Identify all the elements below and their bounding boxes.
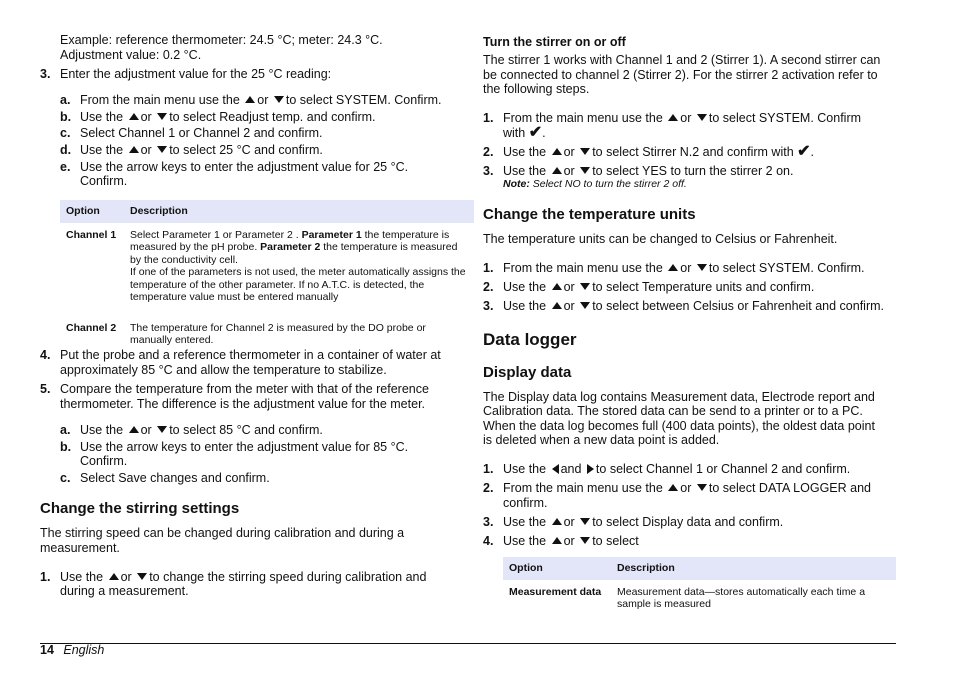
down-arrow-icon (580, 283, 590, 290)
step-text-pre: Use the (60, 570, 104, 584)
step-text-line-2 (503, 126, 546, 141)
substep-text: Select Channel 1 or Channel 2 and confirm. (80, 126, 323, 140)
table-cell-description (124, 223, 474, 308)
table-header-description: Description (611, 557, 896, 580)
step-5-line-2: thermometer. The difference is the adjustment value for the meter. (60, 397, 426, 411)
note-text: Select NO to turn the stirrer 2 off. (529, 178, 687, 190)
note (503, 178, 687, 190)
substep-text (80, 110, 376, 125)
step-text-post: to select Temperature units and confirm. (592, 280, 815, 294)
substep-text-pre: From the main menu use the (80, 93, 240, 107)
step-text (503, 164, 793, 179)
step-text-post: to select SYSTEM. Confirm (708, 111, 862, 125)
up-arrow-icon (552, 537, 562, 544)
table-cell-option: Measurement data (509, 585, 602, 598)
data-logger-heading: Data logger (483, 330, 577, 349)
substep-text-mid: or (140, 423, 152, 437)
display-data-heading: Display data (483, 364, 572, 381)
step-4-line-1: Put the probe and a reference thermometer in a container of water at (60, 348, 441, 362)
step-number: 3. (483, 164, 494, 178)
step-text-mid: or (563, 280, 575, 294)
step-text-post: to select Display data and confirm. (592, 515, 784, 529)
desc-bold: Parameter 1 (301, 228, 362, 241)
channel-options-table (60, 200, 474, 351)
step-text-line-2: confirm. (503, 496, 548, 510)
step-text (503, 515, 783, 530)
step-text-post: to select Channel 1 or Channel 2 and confirm. (595, 462, 851, 476)
table-header-option: Option (60, 200, 124, 223)
substep-text-line-2: Confirm. (80, 174, 128, 188)
substep-text (80, 423, 323, 438)
up-arrow-icon (552, 283, 562, 290)
up-arrow-icon (245, 96, 255, 103)
step-number: 2. (483, 481, 494, 495)
display-intro-line-4: is deleted when a new data point is added. (483, 433, 720, 447)
substep-label: d. (60, 143, 72, 157)
up-arrow-icon (552, 148, 562, 155)
substep-text (80, 143, 323, 158)
up-arrow-icon (552, 518, 562, 525)
right-arrow-icon (587, 464, 594, 474)
down-arrow-icon (580, 148, 590, 155)
up-arrow-icon (109, 573, 119, 580)
substep-label: b. (60, 440, 72, 454)
substep-label: a. (60, 93, 71, 107)
step-text-pre: Use the (503, 515, 547, 529)
step-number: 1. (483, 462, 494, 476)
substep-label: e. (60, 160, 71, 174)
step-text-mid: or (563, 145, 575, 159)
desc-text: If one of the parameters is not used, the meter automatically assigns the temperature of the other parameter. If no A.T.C. is detected, the temperature value must be entered manually (130, 266, 466, 303)
down-arrow-icon (697, 484, 707, 491)
step-text-mid: or (563, 534, 575, 548)
substep-text-pre: Use the (80, 110, 124, 124)
step-text (503, 534, 639, 549)
substep-label: c. (60, 126, 71, 140)
step-text-post: . (542, 126, 546, 140)
up-arrow-icon (668, 264, 678, 271)
step-text-pre: Use the (503, 280, 547, 294)
substep-text-post: to select SYSTEM. Confirm. (285, 93, 442, 107)
substep-text-post: to select Readjust temp. and confirm. (169, 110, 376, 124)
step-5-line-1: Compare the temperature from the meter with that of the reference (60, 382, 429, 396)
substep-text-mid: or (140, 143, 152, 157)
down-arrow-icon (580, 518, 590, 525)
step-4-line-2: approximately 85 °C and allow the temperature to stabilize. (60, 363, 387, 377)
substep-text-pre: Use the (80, 423, 124, 437)
stirrer-heading: Turn the stirrer on or off (483, 35, 626, 49)
substep-label: a. (60, 423, 71, 437)
stirring-step-text-line-2: during a measurement. (60, 584, 189, 598)
note-label: Note: (503, 178, 530, 190)
substep-text-line-2: Confirm. (80, 454, 128, 468)
step-number: 1. (483, 111, 494, 125)
substep-text-post: to select 25 °C and confirm. (169, 143, 323, 157)
up-arrow-icon (668, 484, 678, 491)
step-number: 2. (483, 145, 494, 159)
checkmark-icon: ✔ (797, 143, 811, 160)
table-row (60, 308, 474, 351)
down-arrow-icon (580, 167, 590, 174)
stirrer-intro-line-3: the following steps. (483, 82, 590, 96)
temperature-intro: The temperature units can be changed to Celsius or Fahrenheit. (483, 232, 838, 246)
step-text-end: . (810, 145, 815, 159)
down-arrow-icon (137, 573, 147, 580)
substep-text-pre: Use the (80, 143, 124, 157)
footer-language: English (63, 643, 105, 657)
step-number: 1. (483, 261, 494, 275)
step-text-post: to select Stirrer N.2 and confirm with (592, 145, 794, 159)
step-text-mid: or (680, 481, 692, 495)
page-number: 14 (40, 643, 54, 657)
stirrer-intro-line-1: The stirrer 1 works with Channel 1 and 2 (Stirrer 1). A second stirrer can (483, 53, 881, 67)
step-text (503, 481, 871, 496)
display-intro-line-3: When the data log becomes full (400 data points), the oldest data point (483, 419, 875, 433)
step-text (503, 299, 884, 314)
table-cell-description: The temperature for Channel 2 is measured by the DO probe or manually entered. (130, 321, 426, 346)
step-text-pre: From the main menu use the (503, 111, 663, 125)
step-text-post: to select SYSTEM. Confirm. (708, 261, 865, 275)
table-cell-option: Channel 1 (66, 228, 117, 241)
step-text (503, 145, 814, 160)
down-arrow-icon (697, 114, 707, 121)
page-footer (40, 643, 104, 657)
up-arrow-icon (129, 113, 139, 120)
table-row (503, 580, 896, 615)
up-arrow-icon (668, 114, 678, 121)
step-text-mid: or (680, 261, 692, 275)
substep-text: Select Save changes and confirm. (80, 471, 270, 485)
stirring-heading: Change the stirring settings (40, 500, 240, 517)
step-text-pre: Use the (503, 534, 547, 548)
table-row (60, 223, 474, 308)
stirring-step-text (60, 570, 426, 585)
example-line-1: Example: reference thermometer: 24.5 °C; meter: 24.3 °C. (60, 33, 383, 47)
stirring-step-number: 1. (40, 570, 51, 584)
example-line-2: Adjustment value: 0.2 °C. (60, 48, 202, 62)
step-text-mid: or (563, 299, 575, 313)
display-data-options-table (503, 557, 896, 615)
up-arrow-icon (129, 426, 139, 433)
step-text-post: to select YES to turn the stirrer 2 on. (592, 164, 794, 178)
table-cell-option: Channel 2 (66, 321, 117, 334)
checkmark-icon: ✔ (528, 124, 543, 141)
step-3-text: Enter the adjustment value for the 25 °C reading: (60, 67, 332, 81)
substep-text-post: to select 85 °C and confirm. (169, 423, 323, 437)
step-text-mid: and (560, 462, 582, 476)
table-cell-description: Measurement data—stores automatically each time a sample is measured (617, 585, 866, 610)
substep-text-mid: or (140, 110, 152, 124)
step-text-mid: or (120, 570, 132, 584)
step-text-post: to select (592, 534, 639, 548)
desc-text: the temperature is measured by the conductivity cell. (130, 241, 458, 266)
substep-text-line-1: Use the arrow keys to enter the adjustment value for 25 °C. (80, 160, 409, 174)
step-text-post: to select DATA LOGGER and (708, 481, 871, 495)
step-text-pre: Use the (503, 145, 547, 159)
desc-text: Select Parameter 1 or Parameter 2 . (130, 228, 302, 241)
step-text-pre: Use the (503, 164, 547, 178)
stirrer-intro-line-2: be connected to channel 2 (Stirrer 2). For the stirrer 2 activation refer to (483, 68, 878, 82)
down-arrow-icon (274, 96, 284, 103)
step-text-pre: Use the (503, 462, 547, 476)
step-text (503, 462, 850, 477)
substep-label: b. (60, 110, 72, 124)
stirring-intro-line-2: measurement. (40, 541, 120, 555)
step-number: 2. (483, 280, 494, 294)
substep-text-line-1: Use the arrow keys to enter the adjustment value for 85 °C. (80, 440, 409, 454)
step-text-pre: with (503, 126, 526, 140)
step-text-pre: From the main menu use the (503, 261, 663, 275)
step-3-number: 3. (40, 67, 51, 81)
step-number: 4. (483, 534, 494, 548)
up-arrow-icon (129, 146, 139, 153)
down-arrow-icon (697, 264, 707, 271)
desc-bold: Parameter 2 (260, 241, 321, 253)
step-text-pre: Use the (503, 299, 547, 313)
step-text-mid: or (680, 111, 692, 125)
left-arrow-icon (552, 464, 559, 474)
step-text (503, 111, 861, 126)
table-header-description: Description (124, 200, 474, 223)
substep-label: c. (60, 471, 71, 485)
step-text-post: to select between Celsius or Fahrenheit and confirm. (592, 299, 885, 313)
step-text-post: to change the stirring speed during calibration and (149, 570, 427, 584)
step-text (503, 261, 865, 276)
footer-divider (40, 643, 896, 644)
stirring-intro-line-1: The stirring speed can be changed during calibration and during a (40, 526, 405, 540)
down-arrow-icon (157, 426, 167, 433)
step-text (503, 280, 814, 295)
step-text-pre: From the main menu use the (503, 481, 663, 495)
desc-text: the temperature is measured by the pH probe. (130, 228, 450, 253)
down-arrow-icon (157, 146, 167, 153)
step-text-mid: or (563, 164, 575, 178)
substep-text-mid: or (257, 93, 269, 107)
step-number: 3. (483, 299, 494, 313)
temperature-heading: Change the temperature units (483, 206, 696, 223)
display-intro-line-2: Calibration data. The stored data can be send to a printer or to a PC. (483, 404, 863, 418)
step-text-mid: or (563, 515, 575, 529)
down-arrow-icon (580, 302, 590, 309)
up-arrow-icon (552, 167, 562, 174)
up-arrow-icon (552, 302, 562, 309)
step-number: 3. (483, 515, 494, 529)
step-5-number: 5. (40, 382, 51, 396)
down-arrow-icon (157, 113, 167, 120)
step-4-number: 4. (40, 348, 51, 362)
substep-text (80, 93, 442, 108)
table-header-option: Option (503, 557, 611, 580)
display-intro-line-1: The Display data log contains Measurement data, Electrode report and (483, 390, 875, 404)
down-arrow-icon (580, 537, 590, 544)
